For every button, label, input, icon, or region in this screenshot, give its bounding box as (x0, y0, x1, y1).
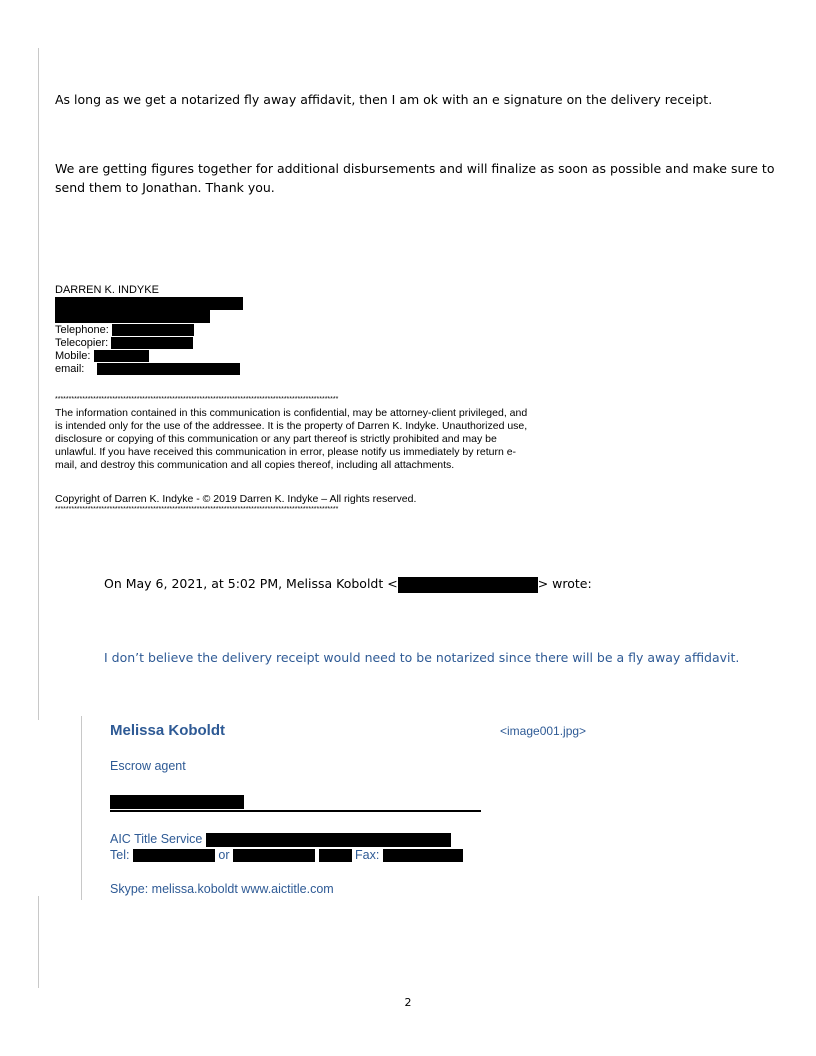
disclaimer-text: The information contained in this communication is confidential, may be attorney-client privileged, and is intended only for the use of the addressee. It is the property of Darren K. Indyke. Unauthorized use, disclosure or copying of this communication or any part thereof is strictly prohibited and may be unlawful. If you have received this communication in error, please notify us immediately by return e-mail, and destroy this communication and all copies thereof, including all attachments. (55, 407, 528, 471)
mobile-label: Mobile: (55, 349, 91, 362)
telephone-row (55, 324, 243, 337)
quoted-sig-name: Melissa Koboldt (110, 722, 226, 739)
quoted-header-suffix: > wrote: (537, 576, 592, 591)
margin-rule-quote (81, 716, 82, 900)
signature-block (55, 284, 243, 376)
quoted-header (104, 576, 592, 593)
mobile-row (55, 350, 243, 363)
quoted-header-prefix: On May 6, 2021, at 5:02 PM, Melissa Koboldt < (104, 576, 398, 591)
email-row (55, 363, 243, 376)
quoted-message: I don’t believe the delivery receipt would need to be notarized since there will be a fly away affidavit. (104, 650, 740, 665)
sig-divider (110, 810, 481, 812)
telecopier-row (55, 337, 243, 350)
disclaimer-stars-top: ******************************************************************************************************** (55, 396, 339, 403)
redacted-sig-line (110, 794, 244, 809)
redacted-address-line-1 (55, 297, 243, 310)
redacted-email (398, 577, 538, 593)
quoted-sig-title: Escrow agent (110, 759, 186, 773)
telephone-label: Telephone: (55, 323, 109, 336)
phone-row (110, 848, 463, 862)
signature-name: DARREN K. INDYKE (55, 284, 159, 296)
redacted-address-line-2 (55, 310, 243, 323)
page-number: 2 (404, 996, 412, 1009)
disclaimer-copyright: Copyright of Darren K. Indyke - © 2019 Darren K. Indyke – All rights reserved. (55, 493, 417, 505)
company-name: AIC Title Service (110, 832, 203, 846)
email-label: email: (55, 362, 85, 375)
body-paragraph-2: We are getting figures together for additional disbursements and will finalize as soon as possible and make sure to send them to Jonathan. Thank you. (55, 161, 775, 195)
image-placeholder: <image001.jpg> (500, 724, 587, 738)
telecopier-label: Telecopier: (55, 336, 109, 349)
disclaimer-stars-bottom: ******************************************************************************************************** (55, 506, 339, 513)
fax-label: Fax: (355, 848, 380, 862)
skype-line: Skype: melissa.koboldt www.aictitle.com (110, 882, 334, 896)
margin-rule-bottom (38, 896, 39, 988)
body-paragraph-1: As long as we get a notarized fly away affidavit, then I am ok with an e signature on the delivery receipt. (55, 92, 713, 107)
tel-label: Tel: (110, 848, 130, 862)
margin-rule-top (38, 48, 39, 720)
or-label: or (218, 848, 230, 862)
company-row (110, 832, 451, 847)
